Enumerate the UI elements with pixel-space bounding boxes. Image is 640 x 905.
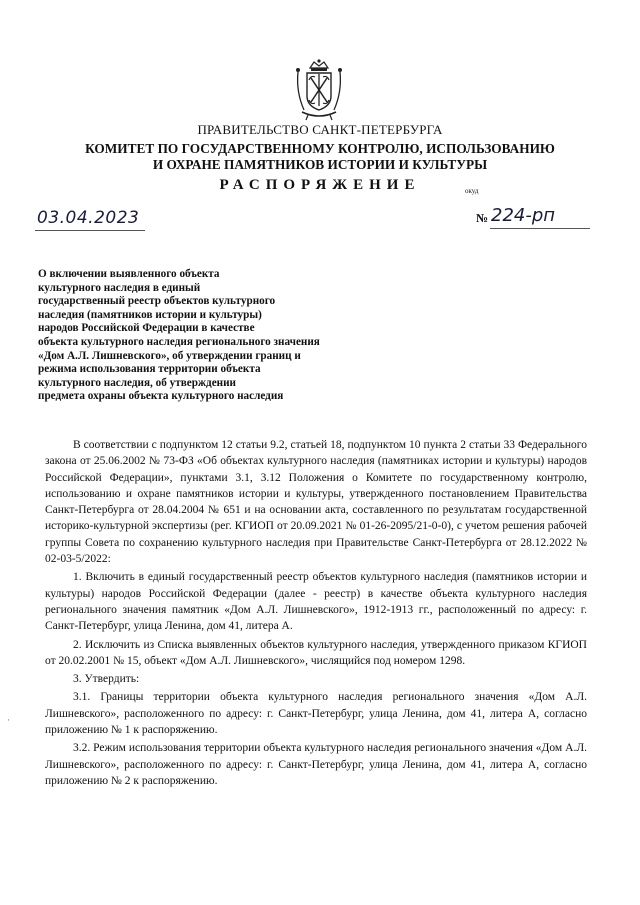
subject-line: предмета охраны объекта культурного наследия — [38, 390, 284, 403]
subject-line: народов Российской Федерации в качестве — [38, 322, 255, 335]
coat-of-arms-emblem — [288, 58, 350, 122]
item-3-1-paragraph: 3.1. Границы территории объекта культурного наследия регионального значения «Дом А.Л. Лишневского», расположенного по адресу: г. Санкт-Петербург, улица Ленина, дом 41, литера А, согласно приложению № 1 к распоряжению. — [45, 691, 587, 737]
okud-label: окуд — [465, 187, 479, 195]
document-type-title: РАСПОРЯЖЕНИЕ — [219, 177, 421, 193]
committee-name — [0, 141, 640, 173]
scan-mark: · — [7, 715, 10, 725]
subject-line: культурного наследия, об утверждении — [38, 376, 236, 389]
document-subject — [38, 268, 378, 404]
subject-line: «Дом А.Л. Лишневского», об утверждении границ и — [38, 349, 301, 362]
item-2-paragraph: 2. Исключить из Списка выявленных объектов культурного наследия, утвержденного приказом КГИОП от 20.02.2001 № 15, объект «Дом А.Л. Лишневского», числящийся под номером 1298. — [45, 638, 587, 667]
subject-line: объекта культурного наследия регионального значения — [38, 335, 320, 348]
committee-name-line-2: И ОХРАНЕ ПАМЯТНИКОВ ИСТОРИИ И КУЛЬТУРЫ — [152, 157, 488, 172]
subject-line: государственный реестр объектов культурного — [38, 295, 276, 308]
document-number: 224-рп — [491, 205, 556, 226]
date-underline — [35, 230, 145, 231]
committee-name-line-1: КОМИТЕТ ПО ГОСУДАРСТВЕННОМУ КОНТРОЛЮ, ИСПОЛЬЗОВАНИЮ — [85, 141, 555, 156]
number-underline — [490, 228, 590, 229]
item-3-2-paragraph: 3.2. Режим использования территории объекта культурного наследия регионального значения «Дом А.Л. Лишневского», расположенного по адресу: г. Санкт-Петербург, улица Ленина, дом 41, литера А, согласно приложению № 2 к распоряжению. — [45, 742, 587, 787]
document-body — [45, 437, 587, 791]
item-1-paragraph: 1. Включить в единый государственный реестр объектов культурного наследия (памятников истории и культуры) народов Российской Федерации (далее - реестр) в качестве объекта культурного наследия регионального значения памятник «Дом А.Л. Лишневского», 1912-1913 гг., расположенный по адресу: г. Санкт-Петербург, улица Ленина, дом 41, литера А. — [45, 571, 587, 633]
document-date: 03.04.2023 — [37, 208, 140, 228]
subject-line: культурного наследия в единый — [38, 281, 201, 294]
subject-line: наследия (памятников истории и культуры) — [38, 308, 262, 321]
subject-line: О включении выявленного объекта — [38, 268, 220, 280]
item-3-paragraph: 3. Утвердить: — [73, 673, 140, 686]
subject-line: режима использования территории объекта — [38, 363, 261, 376]
document-number-label: № — [476, 211, 489, 225]
government-name: ПРАВИТЕЛЬСТВО САНКТ-ПЕТЕРБУРГА — [197, 122, 443, 137]
preamble-paragraph: В соответствии с подпунктом 12 статьи 9.2, статьей 18, подпунктом 10 пункта 2 статьи 33 Федерального закона от 25.06.2002 № 73-ФЗ «Об объектах культурного наследия (памятниках истории и культуры) народов Российской Федерации», пунктами 3.1, 3.12 Положения о Комитете по государственному контролю, использованию и охране памятников истории и культуры, утвержденного постановлением Правительства Санкт-Петербурга от 28.04.2004 № 651 и на основании акта, составленного по результатам государственной историко-культурной экспертизы (рег. КГИОП от 20.09.2021 № 01-26-2095/21-0-0), с учетом решения рабочей группы Совета по сохранению культурного наследия при Правительстве Санкт-Петербурга от 28.12.2022 № 02-03-5/2022: — [45, 439, 587, 566]
